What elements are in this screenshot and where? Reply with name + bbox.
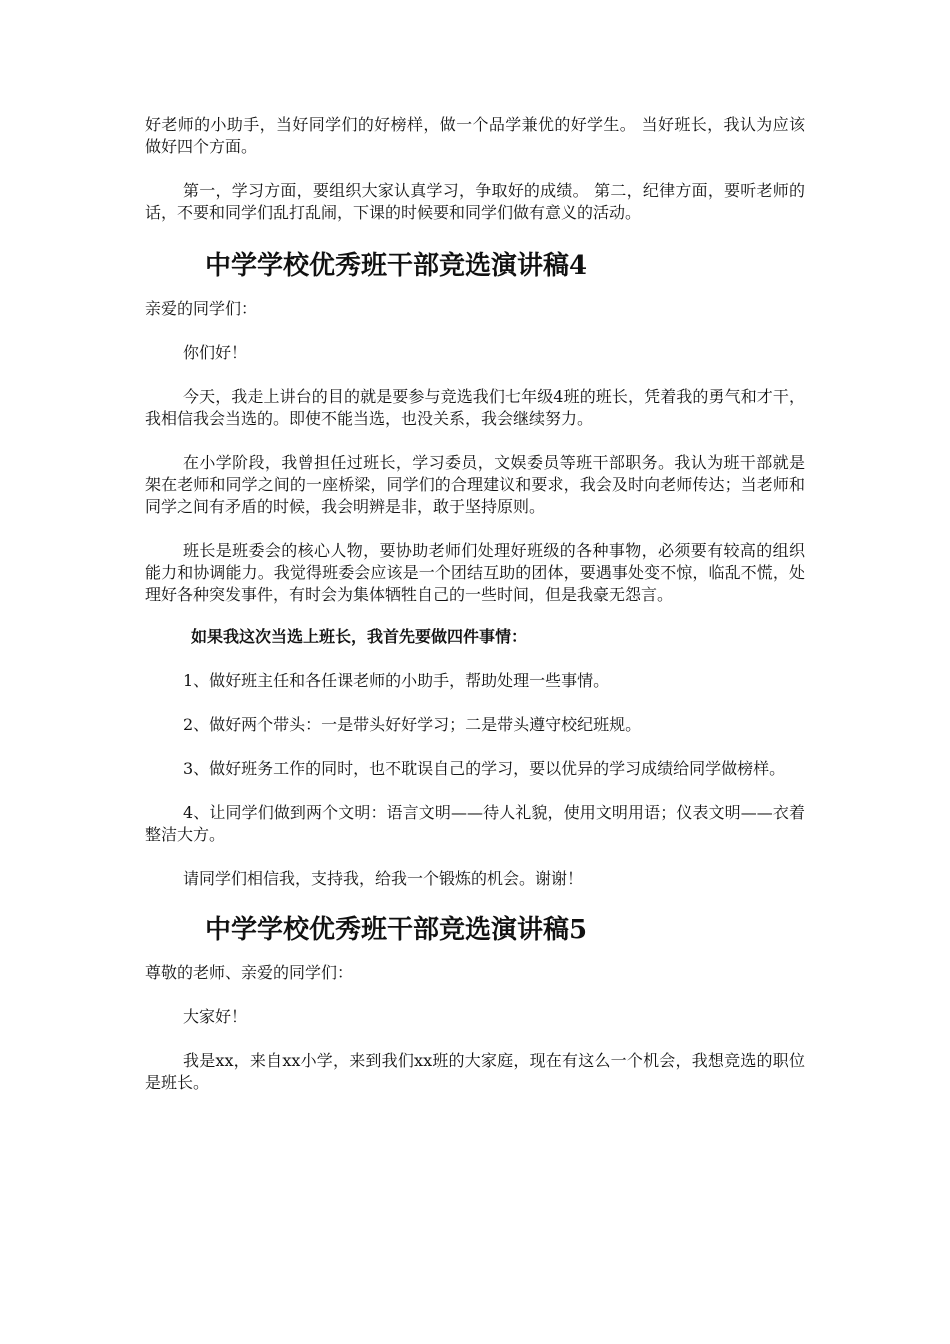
paragraph-4-2: 在小学阶段，我曾担任过班长，学习委员，文娱委员等班干部职务。我认为班干部就是架在老师和同学之间的一座桥梁，同学们的合理建议和要求，我会及时向老师传达；当老师和同学之间有矛盾的时候，我会明辨是非，敢于坚持原则。 [145, 453, 805, 516]
paragraph-5-1: 我是xx，来自xx小学，来到我们xx班的大家庭，现在有这么一个机会，我想竞选的职位是班长。 [145, 1051, 805, 1092]
closing-4: 请同学们相信我，支持我，给我一个锻炼的机会。谢谢！ [183, 869, 584, 888]
bold-statement-4: 如果我这次当选上班长，我首先要做四件事情： [191, 627, 528, 646]
document-page [145, 114, 805, 1094]
list-item-4-1: 1、做好班主任和各任课老师的小助手，帮助处理一些事情。 [183, 671, 610, 690]
section-heading-4: 中学学校优秀班干部竞选演讲稿4 [205, 251, 588, 281]
greeting-4: 你们好！ [183, 343, 248, 362]
list-item-4-3: 3、做好班务工作的同时，也不耽误自己的学习，要以优异的学习成绩给同学做榜样。 [183, 759, 786, 778]
paragraph-4-1: 今天，我走上讲台的目的就是要参与竞选我们七年级4班的班长，凭着我的勇气和才干，我相信我会当选的。即使不能当选，也没关系，我会继续努力。 [145, 387, 805, 428]
salutation-4: 亲爱的同学们： [145, 299, 258, 318]
greeting-5: 大家好！ [183, 1007, 248, 1026]
paragraph-4-3: 班长是班委会的核心人物，要协助老师们处理好班级的各种事物，必须要有较高的组织能力和协调能力。我觉得班委会应该是一个团结互助的团体，要遇事处变不惊，临乱不慌，处理好各种突发事件，有时会为集体牺牲自己的一些时间，但是我豪无怨言。 [145, 541, 805, 604]
list-item-4-2: 2、做好两个带头：一是带头好好学习；二是带头遵守校纪班规。 [183, 715, 642, 734]
paragraph-continued-2: 第一，学习方面，要组织大家认真学习，争取好的成绩。 第二，纪律方面，要听老师的话，不要和同学们乱打乱闹，下课的时候要和同学们做有意义的活动。 [145, 181, 805, 222]
section-heading-5: 中学学校优秀班干部竞选演讲稿5 [205, 915, 588, 945]
paragraph-continued: 好老师的小助手，当好同学们的好榜样，做一个品学兼优的好学生。 当好班长，我认为应该做好四个方面。 [145, 115, 805, 156]
list-item-4-4: 4、让同学们做到两个文明：语言文明——待人礼貌，使用文明用语；仪表文明——衣着整洁大方。 [145, 803, 805, 844]
salutation-5: 尊敬的老师、亲爱的同学们： [145, 963, 354, 982]
